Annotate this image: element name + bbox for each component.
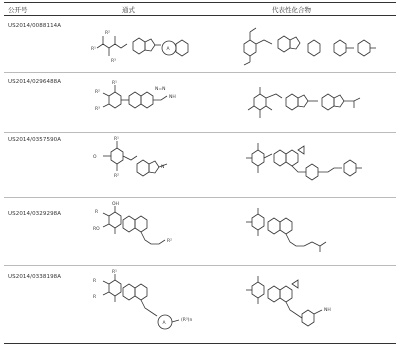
general-formula-structure <box>89 134 199 192</box>
svg-text:RO: RO <box>93 227 100 232</box>
svg-text:R: R <box>93 279 97 284</box>
general-formula-structure <box>89 76 199 128</box>
patent-number: US2014/0357590A <box>8 137 62 143</box>
row-divider <box>4 72 396 73</box>
representative-compound-structure <box>236 18 400 68</box>
svg-text:R: R <box>93 295 97 300</box>
header-representative-compound: 代表性化合物 <box>272 6 311 14</box>
patent-number: US2014/0338198A <box>8 274 62 280</box>
svg-text:O: O <box>93 155 97 160</box>
svg-text:(R³)n: (R³)n <box>181 318 193 323</box>
patent-number: US2014/0088114A <box>8 23 62 29</box>
representative-compound-structure <box>236 268 400 342</box>
representative-compound-structure <box>236 134 400 192</box>
patent-number: US2014/0329298A <box>8 211 62 217</box>
svg-text:R¹: R¹ <box>91 47 96 52</box>
svg-text:R: R <box>95 210 99 215</box>
svg-text:R¹: R¹ <box>112 81 117 86</box>
representative-compound-structure <box>236 76 400 132</box>
svg-text:NH: NH <box>324 308 331 313</box>
svg-text:OH: OH <box>112 202 119 207</box>
svg-text:R³: R³ <box>95 107 100 112</box>
svg-text:A: A <box>162 321 166 326</box>
header-rule <box>4 15 396 16</box>
svg-text:NH: NH <box>169 95 176 100</box>
svg-text:N: N <box>161 165 165 170</box>
general-formula-structure <box>89 200 199 264</box>
header-general-formula: 通式 <box>122 6 135 14</box>
svg-text:R²: R² <box>95 90 100 95</box>
svg-text:R²: R² <box>114 174 119 179</box>
row-divider <box>4 197 396 198</box>
patent-table <box>4 2 396 344</box>
svg-text:R¹: R¹ <box>112 270 117 275</box>
svg-text:R³: R³ <box>111 59 116 64</box>
general-formula-structure <box>89 268 199 342</box>
representative-compound-structure <box>236 200 400 264</box>
svg-text:R²: R² <box>167 239 172 244</box>
general-formula-structure <box>89 18 199 68</box>
header-patent-number: 公开号 <box>8 6 28 14</box>
svg-text:R²: R² <box>105 31 110 36</box>
row-divider <box>4 132 396 133</box>
top-rule <box>4 2 396 3</box>
svg-text:R¹: R¹ <box>114 137 119 142</box>
patent-number: US2014/0296488A <box>8 79 62 85</box>
row-divider <box>4 265 396 266</box>
svg-text:N=N: N=N <box>155 87 166 92</box>
svg-text:A: A <box>166 47 170 52</box>
bottom-rule <box>4 343 396 344</box>
